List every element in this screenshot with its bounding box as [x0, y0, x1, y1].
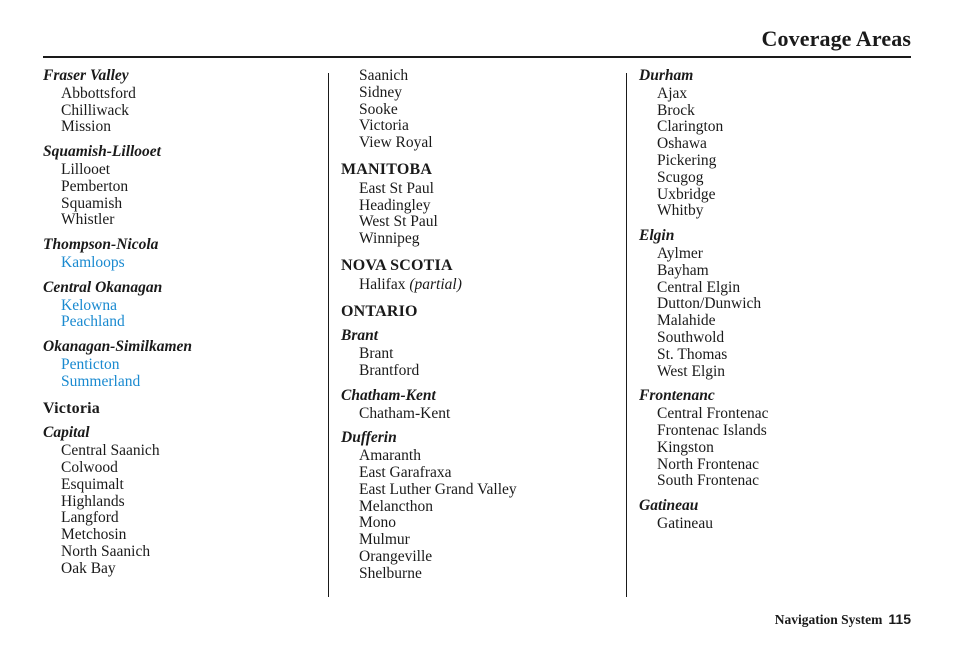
city-name: Bayham	[657, 261, 709, 279]
city-item	[341, 515, 621, 532]
city-name: Kamloops	[61, 253, 125, 271]
city-name: Frontenac Islands	[657, 421, 767, 439]
city-link[interactable]	[43, 255, 323, 272]
city-item	[43, 443, 323, 460]
city-name: South Frontenac	[657, 472, 760, 490]
city-name: Sidney	[359, 83, 403, 101]
city-item	[639, 203, 911, 220]
region-heading: Fraser Valley	[43, 67, 129, 84]
city-name: Aylmer	[657, 244, 703, 262]
city-name: Ajax	[657, 84, 688, 102]
city-name: Highlands	[61, 492, 125, 510]
city-name: Shelburne	[359, 564, 422, 582]
city-name: St. Thomas	[657, 345, 728, 363]
city-name: Central Saanich	[61, 442, 160, 460]
city-name: Halifax	[359, 275, 410, 293]
city-link[interactable]	[43, 314, 323, 331]
header-rule	[43, 56, 911, 58]
region-heading: Chatham-Kent	[341, 386, 436, 404]
region-heading: Squamish-Lillooet	[43, 143, 161, 161]
city-item	[639, 423, 911, 440]
city-name: Pemberton	[61, 177, 129, 195]
city-name: Peachland	[61, 313, 125, 331]
city-name: Chatham-Kent	[359, 404, 451, 422]
city-name: Central Elgin	[657, 278, 741, 296]
city-item	[43, 103, 323, 120]
city-item	[341, 499, 621, 516]
city-item	[639, 457, 911, 474]
city-item	[341, 532, 621, 549]
city-name: Saanich	[359, 67, 409, 84]
city-item	[341, 549, 621, 566]
city-item	[639, 473, 911, 490]
region-heading: Central Okanagan	[43, 278, 163, 296]
city-name: Sooke	[359, 100, 398, 118]
city-item	[639, 170, 911, 187]
province-heading: NOVA SCOTIA	[341, 256, 453, 274]
city-name: Melancthon	[359, 497, 434, 515]
city-item	[341, 231, 621, 248]
city-name: Gatineau	[657, 514, 713, 532]
city-name: Brantford	[359, 361, 420, 379]
city-item	[639, 347, 911, 364]
region-heading: Frontenanc	[639, 387, 715, 405]
city-item	[341, 85, 621, 102]
city-item	[639, 103, 911, 120]
city-name: Abbottsford	[61, 84, 136, 102]
city-name: North Frontenac	[657, 455, 760, 473]
city-item	[341, 482, 621, 499]
city-name: Oak Bay	[61, 559, 116, 577]
region-heading: Okanagan-Similkamen	[43, 338, 192, 356]
city-name: Dutton/Dunwich	[657, 295, 762, 313]
page-footer	[775, 611, 911, 629]
city-name: Langford	[61, 509, 119, 527]
city-item	[341, 135, 621, 152]
city-item	[639, 296, 911, 313]
city-item	[639, 440, 911, 457]
city-name: Southwold	[657, 328, 725, 346]
page-number: 115	[888, 611, 911, 627]
city-item	[341, 181, 621, 198]
coverage-column-2	[341, 68, 621, 583]
city-name: Brock	[657, 101, 695, 119]
city-item	[639, 246, 911, 263]
city-item	[341, 346, 621, 363]
city-item	[341, 214, 621, 231]
city-name: East Garafraxa	[359, 463, 452, 481]
city-link[interactable]	[43, 298, 323, 315]
city-item	[43, 544, 323, 561]
province-heading: MANITOBA	[341, 160, 433, 178]
city-name: Central Frontenac	[657, 405, 769, 423]
city-name: North Saanich	[61, 542, 151, 560]
city-name: Esquimalt	[61, 475, 124, 493]
city-name: East St Paul	[359, 179, 434, 197]
city-name: Mono	[359, 514, 397, 532]
city-name: Amaranth	[359, 447, 421, 465]
city-item	[639, 119, 911, 136]
column-divider	[626, 73, 627, 597]
city-item	[43, 510, 323, 527]
city-item	[341, 118, 621, 135]
coverage-column-1	[43, 68, 323, 578]
city-item	[43, 527, 323, 544]
region-heading: Brant	[341, 327, 379, 345]
city-name: Kelowna	[61, 296, 117, 314]
city-item	[341, 68, 621, 85]
city-name: Mulmur	[359, 531, 410, 549]
city-item	[639, 406, 911, 423]
city-item	[639, 263, 911, 280]
city-item	[341, 465, 621, 482]
city-name: Summerland	[61, 372, 141, 390]
city-name: Brant	[359, 345, 394, 363]
city-item	[341, 448, 621, 465]
city-name: Clarington	[657, 118, 724, 136]
city-item	[43, 494, 323, 511]
coverage-column-3	[639, 68, 911, 533]
city-name: Scugog	[657, 168, 704, 186]
city-item	[639, 86, 911, 103]
city-link[interactable]	[43, 357, 323, 374]
region-heading: Durham	[639, 67, 694, 84]
city-item	[639, 136, 911, 153]
city-item	[43, 460, 323, 477]
city-item	[43, 179, 323, 196]
city-name: Orangeville	[359, 547, 433, 565]
region-heading: Gatineau	[639, 497, 699, 515]
city-name: Squamish	[61, 194, 123, 212]
city-item	[341, 406, 621, 423]
city-item	[341, 198, 621, 215]
city-item	[639, 187, 911, 204]
city-item	[639, 280, 911, 297]
city-item	[43, 212, 323, 229]
region-heading: Thompson-Nicola	[43, 236, 159, 254]
city-name: Malahide	[657, 312, 716, 330]
column-divider	[328, 73, 329, 597]
city-item	[639, 313, 911, 330]
city-item	[43, 162, 323, 179]
city-item	[43, 196, 323, 213]
city-name: Headingley	[359, 196, 431, 214]
city-name: Uxbridge	[657, 185, 716, 203]
city-item	[639, 364, 911, 381]
city-name: Colwood	[61, 458, 118, 476]
city-name: West St Paul	[359, 213, 438, 231]
city-item	[639, 330, 911, 347]
city-item	[43, 477, 323, 494]
city-item	[43, 561, 323, 578]
city-name: Whistler	[61, 211, 115, 229]
city-item	[341, 363, 621, 380]
city-item	[341, 277, 621, 294]
city-name: Winnipeg	[359, 230, 420, 248]
city-item	[639, 516, 911, 533]
footer-section-label: Navigation System	[774, 612, 883, 627]
city-item	[43, 86, 323, 103]
city-name: Pickering	[657, 151, 717, 169]
region-heading: Dufferin	[341, 429, 397, 447]
city-name: Chilliwack	[61, 101, 130, 119]
city-link[interactable]	[43, 374, 323, 391]
city-item	[43, 119, 323, 136]
city-name: Metchosin	[61, 526, 127, 544]
city-name: View Royal	[359, 134, 433, 152]
city-name: Lillooet	[61, 160, 111, 178]
city-name: East Luther Grand Valley	[359, 480, 517, 498]
province-heading: ONTARIO	[341, 302, 418, 320]
province-heading: Victoria	[43, 399, 100, 417]
city-item	[341, 102, 621, 119]
coverage-note: (partial)	[409, 275, 462, 293]
city-name: Mission	[61, 118, 111, 136]
city-item	[341, 566, 621, 583]
city-name: Victoria	[359, 117, 409, 135]
page-title: Coverage Areas	[761, 26, 911, 51]
region-heading: Elgin	[639, 227, 675, 245]
city-item	[639, 153, 911, 170]
region-heading: Capital	[43, 424, 90, 442]
city-name: Oshawa	[657, 135, 707, 153]
city-name: Whitby	[657, 202, 704, 220]
city-name: West Elgin	[657, 362, 726, 380]
city-name: Penticton	[61, 355, 120, 373]
city-name: Kingston	[657, 438, 714, 456]
